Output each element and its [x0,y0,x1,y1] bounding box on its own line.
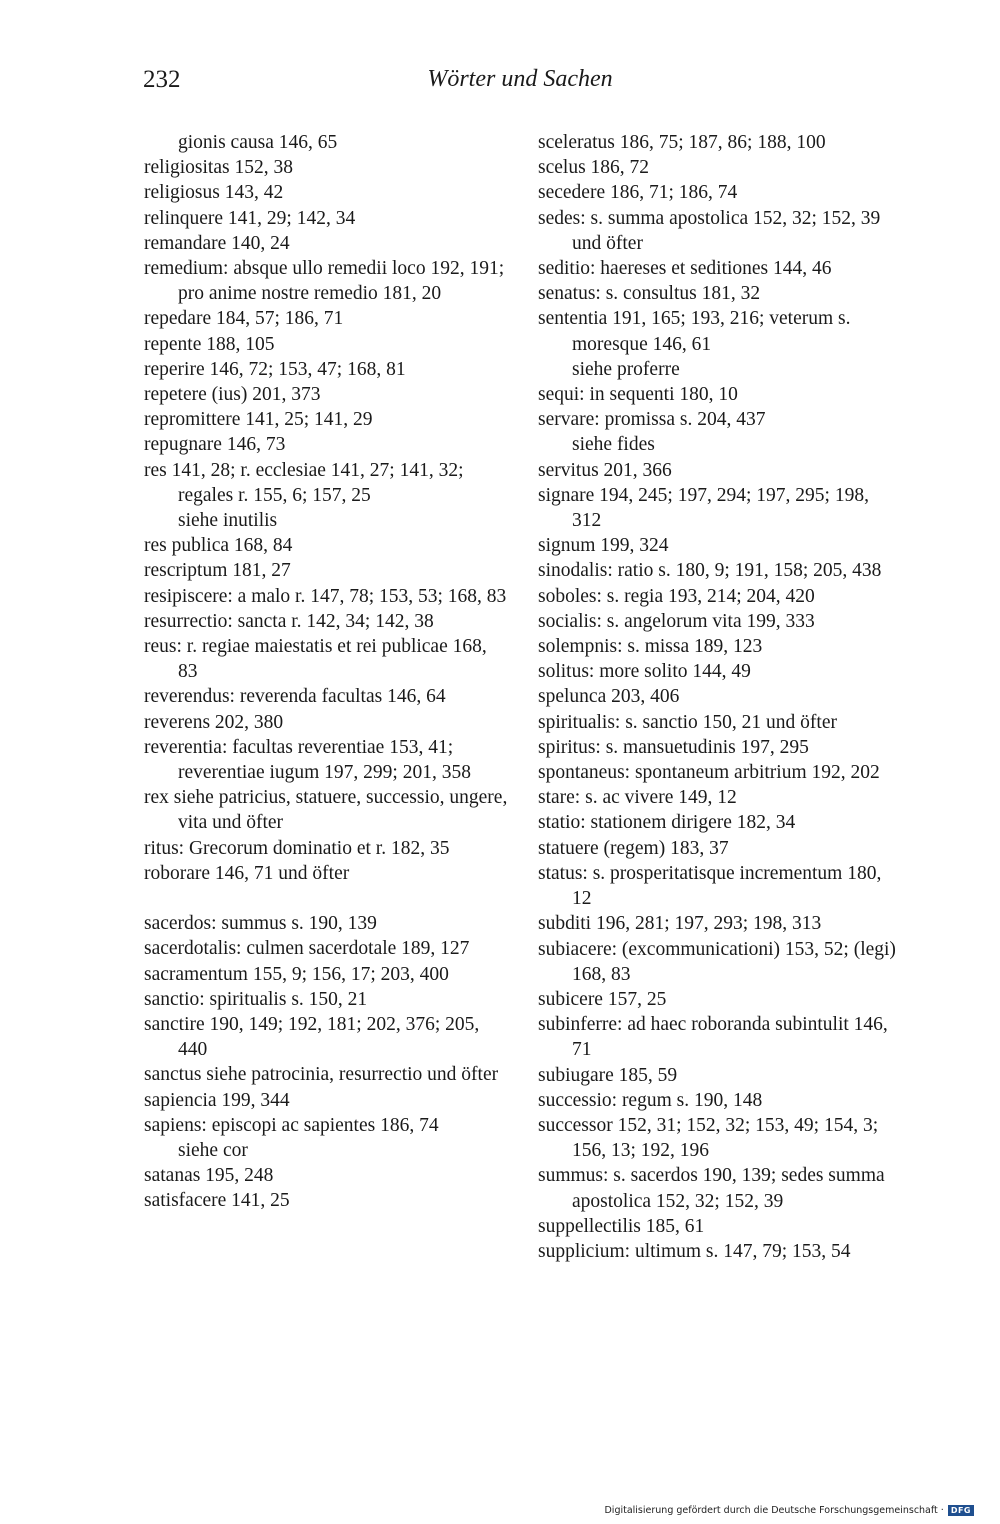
index-entry: satanas 195, 248 [144,1165,274,1187]
index-entry: sapiens: episcopi ac sapientes 186, 74 [144,1114,439,1136]
index-entry: subicere 157, 25 [538,988,667,1010]
index-entry: subinferre: ad haec roboranda subintulit 146, 71 [538,1014,888,1061]
index-entry: reverendus: reverenda facultas 146, 64 [144,686,446,708]
index-entry: rex siehe patricius, statuere, successio, ungere, vita und öfter [144,787,508,834]
index-entry: supplicium: ultimum s. 147, 79; 153, 54 [538,1240,851,1262]
index-entry: spelunca 203, 406 [538,686,680,708]
index-entry: subiacere: (excommunicationi) 153, 52; (legi) 168, 83 [538,938,896,985]
index-entry: sequi: in sequenti 180, 10 [538,384,738,406]
index-entry: reus: r. regiae maiestatis et rei publicae 168, 83 [144,636,487,683]
index-entry: religiositas 152, 38 [144,157,293,179]
index-entry: res 141, 28; r. ecclesiae 141, 27; 141, 32; regales r. 155, 6; 157, 25 [144,459,464,506]
index-entry: servitus 201, 366 [538,459,672,481]
running-head: Wörter und Sachen [427,66,613,92]
index-entry: status: s. prosperitatisque incrementum 180, 12 [538,862,882,910]
index-entry: remedium: absque ullo remedii loco 192, 191; pro anime nostre remedio 181, 20 [144,258,505,305]
index-entry: senatus: s. consultus 181, 32 [538,283,761,305]
index-entry: successor 152, 31; 152, 32; 153, 49; 154, 3; 156, 13; 192, 196 [538,1114,879,1162]
index-entry: repugnare 146, 73 [144,434,286,456]
index-entry: reverentia: facultas reverentiae 153, 41; reverentiae iugum 197, 299; 201, 358 [144,736,471,784]
index-entry: repedare 184, 57; 186, 71 [144,308,344,330]
index-column-left [144,130,509,1214]
index-entry: statuere (regem) 183, 37 [538,837,729,859]
index-entry: resurrectio: sancta r. 142, 34; 142, 38 [144,610,434,632]
index-entry: solempnis: s. missa 189, 123 [538,636,763,658]
index-entry: sacerdotalis: culmen sacerdotale 189, 127 [144,938,470,960]
index-entry: socialis: s. angelorum vita 199, 333 [538,610,815,632]
index-entry: repente 188, 105 [144,333,275,355]
index-entry: remandare 140, 24 [144,232,290,254]
index-entry: stare: s. ac vivere 149, 12 [538,787,737,809]
index-entry: suppellectilis 185, 61 [538,1215,705,1237]
index-entry: solitus: more solito 144, 49 [538,661,751,683]
index-entry: subiugare 185, 59 [538,1064,678,1086]
index-entry: repetere (ius) 201, 373 [144,384,321,406]
index-entry: sanctio: spiritualis s. 150, 21 [144,988,368,1010]
index-entry: reverens 202, 380 [144,711,284,733]
index-entry: successio: regum s. 190, 148 [538,1089,763,1111]
index-entry: religiosus 143, 42 [144,182,284,204]
footer-credit: Digitalisierung gefördert durch die Deutsche Forschungsgemeinschaft · [604,1505,944,1516]
index-entry: res publica 168, 84 [144,535,293,557]
index-entry: secedere 186, 71; 186, 74 [538,182,738,204]
index-entry: sinodalis: ratio s. 180, 9; 191, 158; 205, 438 [538,560,882,582]
page-number: 232 [143,66,181,93]
index-entry: reperire 146, 72; 153, 47; 168, 81 [144,358,406,380]
index-entry: siehe cor [178,1139,248,1161]
index-entry: roborare 146, 71 und öfter [144,862,350,884]
index-entry: rescriptum 181, 27 [144,560,291,582]
index-entry: resipiscere: a malo r. 147, 78; 153, 53; 168, 83 [144,585,507,607]
index-entry: sacramentum 155, 9; 156, 17; 203, 400 [144,963,449,985]
dfg-logo: DFG [948,1505,974,1516]
index-entry: siehe inutilis [178,510,278,532]
index-entry: summus: s. sacerdos 190, 139; sedes summa apostolica 152, 32; 152, 39 [538,1165,885,1212]
index-entry: sapiencia 199, 344 [144,1089,290,1111]
index-entry: scelus 186, 72 [538,157,650,179]
index-entry: relinquere 141, 29; 142, 34 [144,207,356,229]
footer [604,1505,974,1516]
index-entry: siehe proferre [572,358,680,380]
index-entry: sedes: s. summa apostolica 152, 32; 152, 39 und öfter [538,207,881,254]
index-entry: repromittere 141, 25; 141, 29 [144,409,373,431]
index-entry: satisfacere 141, 25 [144,1190,290,1212]
index-column-right [538,130,902,1264]
index-entry: statio: stationem dirigere 182, 34 [538,812,796,834]
index-entry: spiritualis: s. sanctio 150, 21 und öfter [538,711,837,733]
index-entry: seditio: haereses et seditiones 144, 46 [538,258,832,280]
index-entry: servare: promissa s. 204, 437 [538,409,766,431]
index-entry: sanctus siehe patrocinia, resurrectio und öfter [144,1064,499,1086]
index-entry: signare 194, 245; 197, 294; 197, 295; 198, 312 [538,484,869,532]
index-entry: spontaneus: spontaneum arbitrium 192, 202 [538,762,880,784]
index-entry: sacerdos: summus s. 190, 139 [144,913,377,935]
index-entry: ritus: Grecorum dominatio et r. 182, 35 [144,837,450,859]
index-entry: spiritus: s. mansuetudinis 197, 295 [538,736,809,758]
index-entry: signum 199, 324 [538,535,669,557]
index-entry: sententia 191, 165; 193, 216; veterum s. moresque 146, 61 [538,308,851,355]
index-entry: sanctire 190, 149; 192, 181; 202, 376; 205, 440 [144,1013,480,1061]
index-entry: siehe fides [572,434,655,456]
index-entry: soboles: s. regia 193, 214; 204, 420 [538,585,815,607]
index-entry: gionis causa 146, 65 [178,132,338,153]
index-entry: sceleratus 186, 75; 187, 86; 188, 100 [538,132,826,153]
index-entry: subditi 196, 281; 197, 293; 198, 313 [538,913,822,935]
